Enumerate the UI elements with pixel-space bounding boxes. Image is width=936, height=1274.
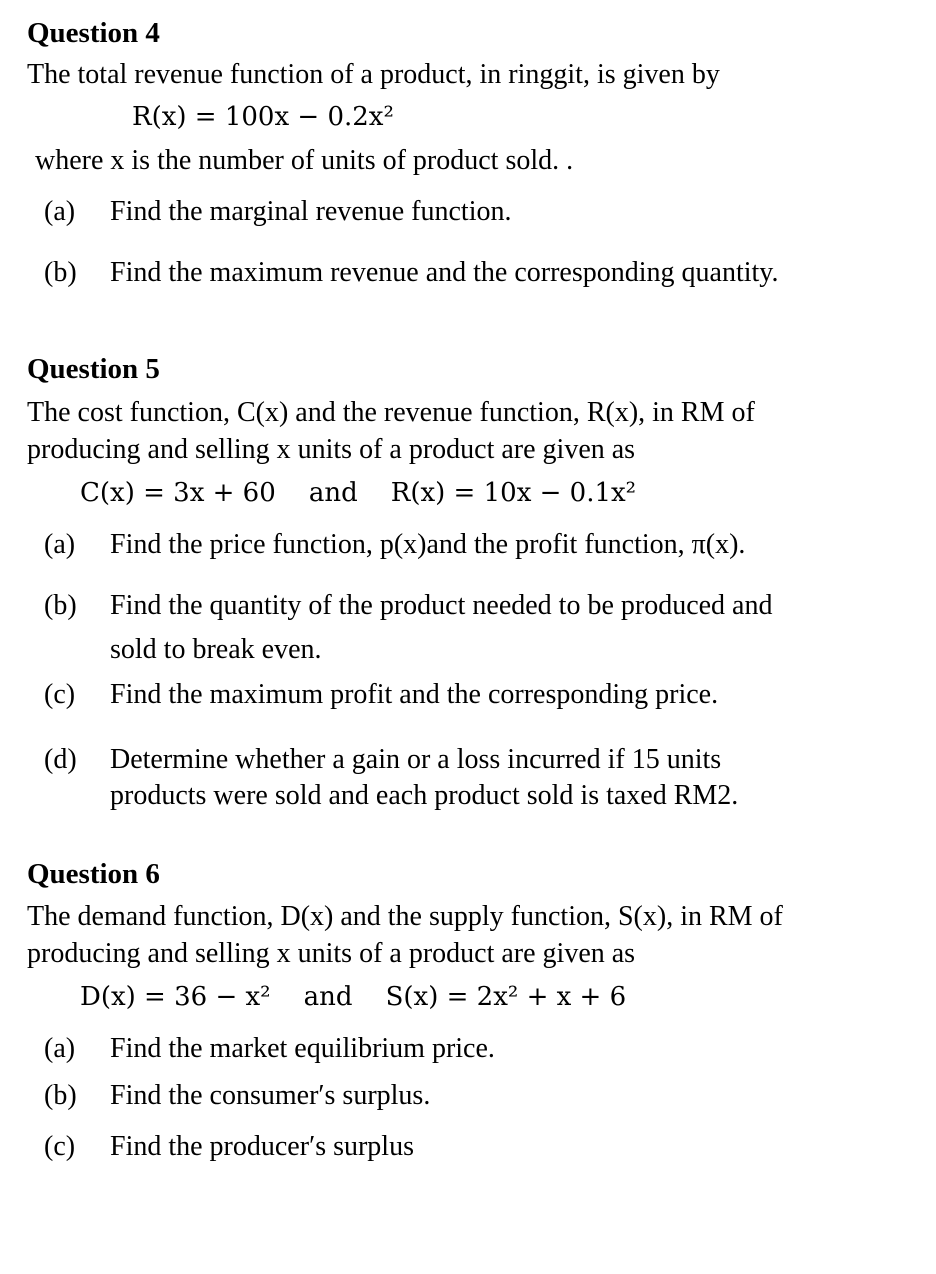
part-label: (c) [44,1131,76,1162]
question-5-part-a: Find the price function, p(x)and the profit function, π(x). [110,529,746,560]
question-5-intro-line-1: The cost function, C(x) and the revenue function, R(x), in RM of [27,397,755,428]
question-5-part-c: Find the maximum profit and the corresponding price. [110,679,719,710]
question-4-title: Question 4 [27,17,160,49]
question-5-part-b-line-1: Find the quantity of the product needed to be produced and [110,590,773,621]
part-label: (c) [44,679,76,710]
question-6-part-a: Find the market equilibrium price. [110,1033,495,1064]
part-label: (a) [44,529,76,560]
question-4-part-b: Find the maximum revenue and the corresponding quantity. [110,257,779,288]
question-5-intro-line-2: producing and selling x units of a product are given as [27,434,636,465]
question-4-where: where x is the number of units of product sold. . [35,145,574,176]
question-4-equation: R(x) = 100x − 0.2x² [132,102,394,132]
part-label: (b) [44,1080,77,1111]
question-5-title: Question 5 [27,353,160,385]
question-6-part-c: Find the producer′s surplus [110,1131,414,1162]
question-5-part-d-line-1: Determine whether a gain or a loss incurred if 15 units [110,744,722,775]
question-6-intro-line-1: The demand function, D(x) and the supply function, S(x), in RM of [27,901,783,932]
question-6-intro-line-2: producing and selling x units of a product are given as [27,938,636,969]
question-4-intro: The total revenue function of a product, in ringgit, is given by [27,59,720,90]
question-5-part-d-line-2: products were sold and each product sold is taxed RM2. [110,780,739,811]
question-4-part-a: Find the marginal revenue function. [110,196,512,227]
question-6-part-b: Find the consumer′s surplus. [110,1080,431,1111]
part-label: (a) [44,1033,76,1064]
part-label: (b) [44,257,77,288]
part-label: (d) [44,744,77,775]
part-label: (b) [44,590,77,621]
question-5-part-b-line-2: sold to break even. [110,634,322,665]
question-5-equation: C(x) = 3x + 60 and R(x) = 10x − 0.1x² [80,478,637,508]
question-6-title: Question 6 [27,858,160,890]
part-label: (a) [44,196,76,227]
question-6-equation: D(x) = 36 − x² and S(x) = 2x² + x + 6 [80,982,627,1012]
